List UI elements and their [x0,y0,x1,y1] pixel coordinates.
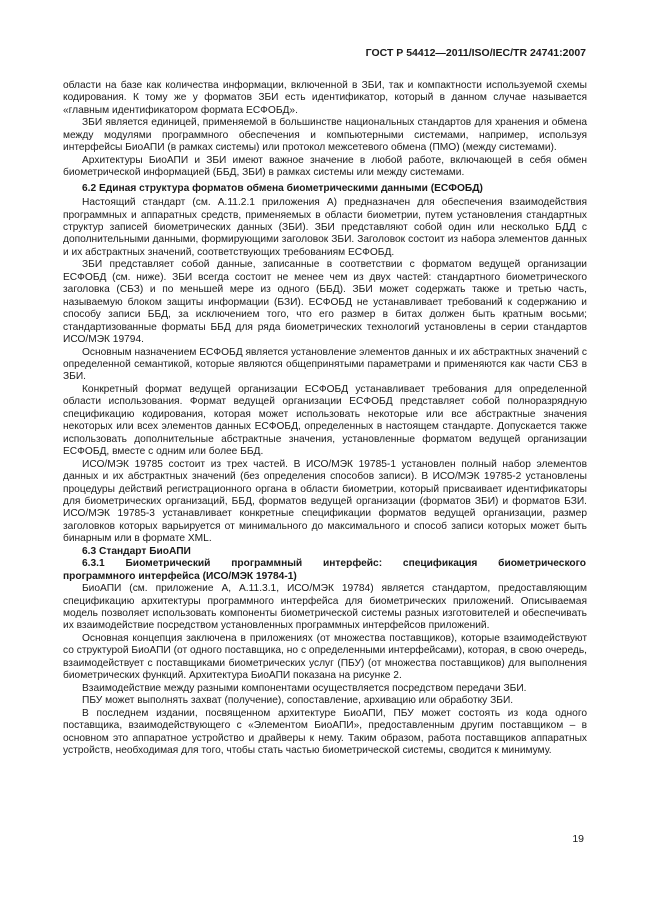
paragraph: Архитектуры БиоАПИ и ЗБИ имеют важное значение в любой работе, включающей в себя обмен биометрической информацией (ББД, ЗБИ) в рамках системы или между системами. [63,154,587,179]
paragraph: ЗБИ представляет собой данные, записанные в соответствии с форматом ведущей организации ЕСФОБД (см. ниже). ЗБИ всегда состоит не менее чем из двух частей: стандартного биометрического заголовка (СБЗ) и по меньшей мере из одного (ББД). ЗБИ может содержать также и третью часть, называемую блоком защиты информации (БЗИ). ЕСФОБД не устанавливает требований к содержанию и способу записи ББД, за исключением того, что его размер в битах должен быть кратным восьми; стандартизованные форматы ББД для ряда биометрических технологий установлены в серии стандартов ИСО/МЭК 19794. [63,259,587,346]
paragraph: Основным назначением ЕСФОБД является установление элементов данных и их абстрактных значений с определенной семантикой, которые являются общепринятыми параметрами и применяются как части СБЗ в ЗБИ. [63,346,587,383]
paragraph: ЗБИ является единицей, применяемой в большинстве национальных стандартов для хранения и обмена между модулями программного обеспечения и компьютерными системами, например, используя интерфейсы БиоАПИ (в рамках системы) или протокол межсетевого обмена (ПМО) (между системами). [63,117,587,154]
paragraph: Основная концепция заключена в приложениях (от множества поставщиков), которые взаимодействуют со структурой БиоАПИ (от одного поставщика, но с определенными интерфейсами), которая, в свою очередь, взаимодействует с поставщиками биометрических услуг (ПБУ) (от множества поставщиков) для выполнения биометрических функций. Архитектура БиоАПИ показана на рисунке 2. [63,632,587,682]
paragraph: Конкретный формат ведущей организации ЕСФОБД устанавливает требования для определенной области использования. Формат ведущей организации ЕСФОБД представляет собой полноразрядную спецификацию кодирования, которая может использовать некоторые или все абстрактные значения некоторых или всех элементов данных ЕСФОБД, определенных в настоящем стандарте. Допускается также использовать дополнительные абстрактные значения, установленные форматом ведущей организации ЕСФОБД, вместе с одним или более ББД. [63,383,587,458]
subsection-heading-line-1: 6.3.1 Биометрический программный интерфейс: спецификация биометрического [82,558,586,570]
document-header: ГОСТ Р 54412—2011/ISO/IEC/TR 24741:2007 [365,47,586,59]
section-heading-6-2: 6.2 Единая структура форматов обмена биометрическими данными (ЕСФОБД) [82,182,483,194]
paragraph: Настоящий стандарт (см. А.11.2.1 приложения А) предназначен для обеспечения взаимодействия программных и аппаратных средств, применяемых в области биометрии, путем установления стандартных структур записей биометрических данных (ЗБИ). ЗБИ представляют собой один или несколько БДД с дополнительными данными, формирующими заголовок ЗБИ. Заголовок состоит из набора элементов данных и их абстрактных значений, соответствующих требованиям ЕСФОБД. [63,197,587,258]
paragraph: В последнем издании, посвященном архитектуре БиоАПИ, ПБУ может состоять из кода одного поставщика, взаимодействующего с «Элементом БиоАПИ», предоставленным другим поставщиком – в основном это аппаратное устройство и драйверы к нему. Таким образом, работа поставщиков аппаратных устройств, необходимая для того, чтобы стать частью биометрической системы, сводится к минимуму. [63,707,587,757]
document-body [63,80,587,757]
paragraph: Взаимодействие между разными компонентами осуществляется посредством передачи ЗБИ. [82,682,527,694]
subsection-heading-6-3-1 [63,558,587,583]
paragraph: ИСО/МЭК 19785 состоит из трех частей. В ИСО/МЭК 19785-1 установлен полный набор элементов данных и их абстрактных значений (без определения способов записи). В ИСО/МЭК 19785-2 установлены процедуры действий регистрационного органа в области биометрии, который присваивает идентификаторы для биометрических организаций, ББД, форматов ведущей организации (форматов ЗБИ) и форматов БЗИ. ИСО/МЭК 19785-3 устанавливает конкретные спецификации форматов ведущей организации, размер заголовков которых варьируется от минимального до максимального и способ записи которых может быть бинарным или в формате XML. [63,458,587,545]
section-heading-6-3: 6.3 Стандарт БиоАПИ [82,545,191,557]
subsection-heading-line-2: программного интерфейса (ИСО/МЭК 19784-1) [63,570,297,582]
paragraph: области на базе как количества информации, включенной в ЗБИ, так и компактности используемой схемы кодирования. К тому же у форматов ЗБИ есть идентификатор, который в данном случае называется «главным идентификатором формата ЕСФОБД». [63,80,587,116]
page-number: 19 [572,833,584,845]
paragraph: ПБУ может выполнять захват (получение), сопоставление, архивацию или обработку ЗБИ. [82,695,514,707]
paragraph: БиоАПИ (см. приложение А, А.11.3.1, ИСО/МЭК 19784) является стандартом, предоставляющим спецификацию архитектуры программного интерфейса для биометрических приложений. Описываемая модель позволяет использовать компоненты биометрической системы разных изготовителей и обеспечивать их взаимодействие посредством установленных программных интерфейсов приложений. [63,583,587,632]
